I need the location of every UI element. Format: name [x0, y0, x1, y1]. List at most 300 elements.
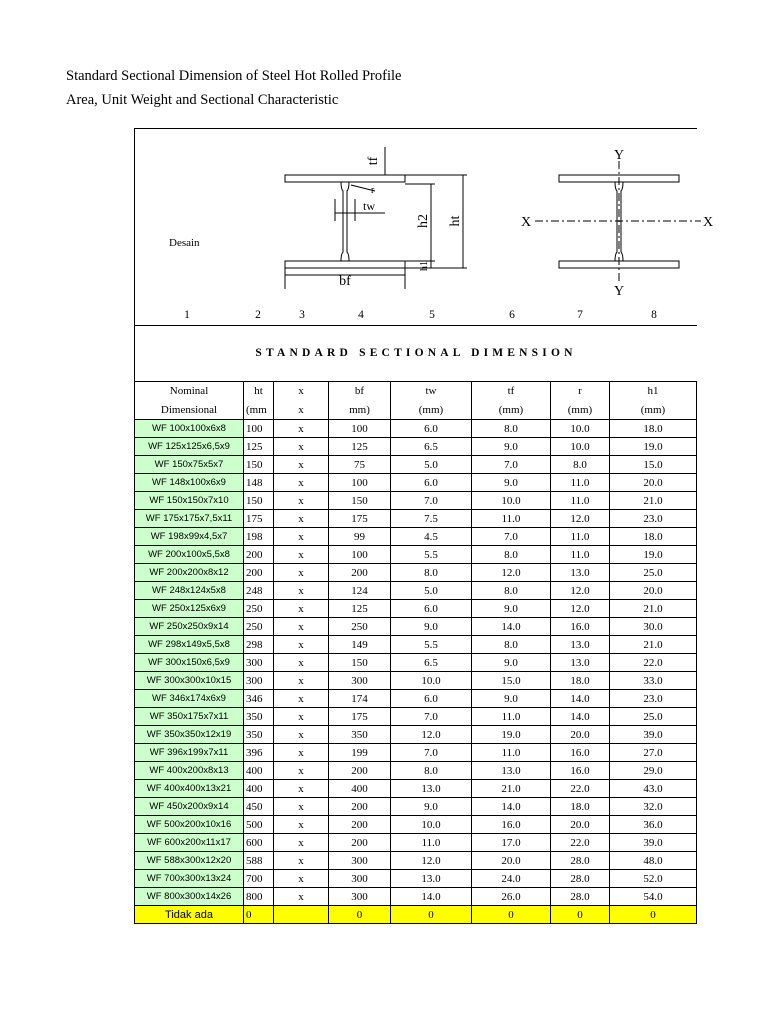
table-cell: 124 — [329, 582, 391, 600]
table-cell: 13.0 — [551, 564, 610, 582]
table-cell: h1 — [610, 382, 697, 401]
table-cell: x — [274, 888, 329, 906]
table-row — [135, 456, 697, 474]
table-cell: 13.0 — [391, 780, 472, 798]
table-cell: 19.0 — [610, 438, 697, 456]
h1-label: h1 — [419, 261, 430, 271]
table-cell: 5.5 — [391, 546, 472, 564]
table-cell: 33.0 — [610, 672, 697, 690]
table-cell: 8.0 — [391, 564, 472, 582]
table-cell: 600 — [244, 834, 274, 852]
table-cell: 17.0 — [472, 834, 551, 852]
table-cell: 400 — [329, 780, 391, 798]
table-cell: 12.0 — [551, 600, 610, 618]
table-cell: 350 — [244, 708, 274, 726]
table-cell: 6.0 — [391, 690, 472, 708]
table-cell: 346 — [244, 690, 274, 708]
table-cell: 125 — [244, 438, 274, 456]
table-cell: 5.0 — [391, 582, 472, 600]
table-cell: x — [274, 744, 329, 762]
table-cell: 300 — [244, 654, 274, 672]
ht-label: ht — [448, 215, 463, 227]
table-cell: x — [274, 816, 329, 834]
table-cell: 20.0 — [610, 474, 697, 492]
table-row — [135, 798, 697, 816]
table-cell: 200 — [329, 816, 391, 834]
table-cell: x — [274, 456, 329, 474]
table-cell: 16.0 — [472, 816, 551, 834]
table-cell: 54.0 — [610, 888, 697, 906]
table-cell: x — [274, 382, 329, 401]
table-cell: 11.0 — [551, 546, 610, 564]
table-cell: 11.0 — [472, 744, 551, 762]
bottom-flange — [285, 261, 405, 268]
table-row — [135, 816, 697, 834]
profile-name-cell: WF 250x125x6x9 — [135, 600, 244, 618]
table-cell: 21.0 — [610, 600, 697, 618]
table-cell: x — [274, 654, 329, 672]
table-cell: 8.0 — [472, 636, 551, 654]
table-cell: 200 — [329, 798, 391, 816]
table-cell: 39.0 — [610, 834, 697, 852]
table-cell: 26.0 — [472, 888, 551, 906]
table-row — [135, 564, 697, 582]
table-cell: 11.0 — [391, 834, 472, 852]
web-right-edge — [347, 182, 349, 261]
table-cell: 22.0 — [551, 834, 610, 852]
table-cell: 150 — [244, 456, 274, 474]
table-row — [135, 726, 697, 744]
table-row — [135, 888, 697, 906]
table-row — [135, 420, 697, 438]
column-number: 8 — [651, 309, 657, 321]
table-cell: 10.0 — [551, 438, 610, 456]
table-row — [135, 834, 697, 852]
profile-name-cell: WF 148x100x6x9 — [135, 474, 244, 492]
table-cell: 174 — [329, 690, 391, 708]
x-axis-right-label: X — [702, 215, 714, 230]
table-cell: 400 — [244, 762, 274, 780]
table-cell: 200 — [244, 546, 274, 564]
profile-name-cell: Dimensional — [135, 401, 244, 420]
page-subtitle: Area, Unit Weight and Sectional Characteristic — [66, 92, 339, 108]
table-cell: 7.0 — [391, 708, 472, 726]
table-cell: 200 — [329, 762, 391, 780]
profile-name-cell: WF 100x100x6x8 — [135, 420, 244, 438]
table-cell: 11.0 — [551, 492, 610, 510]
table-cell: 9.0 — [472, 438, 551, 456]
table-cell: 19.0 — [610, 546, 697, 564]
table-cell: 0 — [244, 906, 274, 924]
profile-name-cell: WF 250x250x9x14 — [135, 618, 244, 636]
table-cell: 5.5 — [391, 636, 472, 654]
table-cell: 100 — [244, 420, 274, 438]
table-cell: 450 — [244, 798, 274, 816]
table-cell: r — [551, 382, 610, 401]
table-cell: 23.0 — [610, 510, 697, 528]
table-cell: 0 — [551, 906, 610, 924]
table-cell: 10.0 — [391, 816, 472, 834]
table-cell: 28.0 — [551, 870, 610, 888]
table-cell: 22.0 — [551, 780, 610, 798]
table-cell: 15.0 — [472, 672, 551, 690]
dimension-table — [134, 381, 697, 924]
table-cell: 8.0 — [391, 762, 472, 780]
table-cell: 20.0 — [472, 852, 551, 870]
table-cell: 4.5 — [391, 528, 472, 546]
table-cell: 25.0 — [610, 564, 697, 582]
table-cell: x — [274, 492, 329, 510]
table-cell: 150 — [329, 492, 391, 510]
table-cell: ht — [244, 382, 274, 401]
table-cell: 19.0 — [472, 726, 551, 744]
table-cell: 10.0 — [551, 420, 610, 438]
design-label: Desain — [169, 237, 200, 249]
profile-name-cell: WF 298x149x5,5x8 — [135, 636, 244, 654]
table-cell: 13.0 — [391, 870, 472, 888]
table-cell: x — [274, 690, 329, 708]
profile-name-cell: WF 450x200x9x14 — [135, 798, 244, 816]
table-cell: 10.0 — [472, 492, 551, 510]
table-cell: x — [274, 474, 329, 492]
table-cell: 300 — [329, 672, 391, 690]
table-cell: 18.0 — [551, 672, 610, 690]
table-cell: 16.0 — [551, 744, 610, 762]
table-cell: 350 — [329, 726, 391, 744]
table-cell: 250 — [329, 618, 391, 636]
table-cell: 200 — [329, 564, 391, 582]
table-cell: 18.0 — [551, 798, 610, 816]
table-cell: 8.0 — [551, 456, 610, 474]
table-cell: x — [274, 564, 329, 582]
table-cell: 32.0 — [610, 798, 697, 816]
table-row — [135, 438, 697, 456]
table-row — [135, 510, 697, 528]
table-cell: 36.0 — [610, 816, 697, 834]
table-cell: 21.0 — [610, 636, 697, 654]
table-row — [135, 582, 697, 600]
table-cell: 400 — [244, 780, 274, 798]
table-cell: x — [274, 672, 329, 690]
table-cell: x — [274, 852, 329, 870]
tw-label: tw — [363, 199, 375, 213]
profile-name-cell: WF 346x174x6x9 — [135, 690, 244, 708]
web-left-edge — [341, 182, 343, 261]
profile-name-cell: Nominal — [135, 382, 244, 401]
table-cell: 16.0 — [551, 618, 610, 636]
table-row — [135, 618, 697, 636]
table-cell: 148 — [244, 474, 274, 492]
table-cell: 15.0 — [610, 456, 697, 474]
table-cell: 700 — [244, 870, 274, 888]
table-row — [135, 780, 697, 798]
table-cell: 23.0 — [610, 690, 697, 708]
column-number: 5 — [429, 309, 435, 321]
table-row — [135, 744, 697, 762]
table-cell: 6.5 — [391, 438, 472, 456]
profile-name-cell: WF 400x400x13x21 — [135, 780, 244, 798]
table-cell: 9.0 — [391, 618, 472, 636]
table-cell: x — [274, 438, 329, 456]
table-cell: x — [274, 870, 329, 888]
table-cell: x — [274, 600, 329, 618]
table-cell: 200 — [329, 834, 391, 852]
profile-name-cell: WF 400x200x8x13 — [135, 762, 244, 780]
table-cell: x — [274, 780, 329, 798]
table-cell: 175 — [244, 510, 274, 528]
table-cell: (mm — [244, 401, 274, 420]
table-cell: 6.0 — [391, 474, 472, 492]
design-panel — [134, 128, 714, 382]
table-cell: 250 — [244, 600, 274, 618]
table-cell: 7.0 — [391, 492, 472, 510]
table-cell: 149 — [329, 636, 391, 654]
table-cell: 13.0 — [472, 762, 551, 780]
table-cell: x — [274, 420, 329, 438]
r-label: r — [371, 185, 375, 196]
table-cell: 18.0 — [610, 528, 697, 546]
table-cell: 75 — [329, 456, 391, 474]
table-row — [135, 636, 697, 654]
top-flange — [285, 175, 405, 182]
table-cell: x — [274, 510, 329, 528]
page-title: Standard Sectional Dimension of Steel Hot Rolled Profile — [66, 68, 402, 84]
table-cell: 6.5 — [391, 654, 472, 672]
y-axis-top-label: Y — [613, 148, 625, 163]
table-cell: 29.0 — [610, 762, 697, 780]
table-row — [135, 852, 697, 870]
table-cell: 7.0 — [391, 744, 472, 762]
profile-name-cell: WF 175x175x7,5x11 — [135, 510, 244, 528]
table-cell: 27.0 — [610, 744, 697, 762]
profile-name-cell: WF 150x150x7x10 — [135, 492, 244, 510]
table-cell: 7.5 — [391, 510, 472, 528]
table-cell: 25.0 — [610, 708, 697, 726]
table-cell: 11.0 — [551, 528, 610, 546]
table-cell: 298 — [244, 636, 274, 654]
table-cell: 39.0 — [610, 726, 697, 744]
table-row — [135, 870, 697, 888]
table-cell: x — [274, 762, 329, 780]
table-cell: 43.0 — [610, 780, 697, 798]
table-cell: 12.0 — [551, 582, 610, 600]
table-cell: x — [274, 528, 329, 546]
table-cell: 396 — [244, 744, 274, 762]
table-cell: 18.0 — [610, 420, 697, 438]
table-cell: 100 — [329, 474, 391, 492]
profile-name-cell: Tidak ada — [135, 906, 244, 924]
table-cell: 800 — [244, 888, 274, 906]
table-cell: 12.0 — [551, 510, 610, 528]
table-cell: 14.0 — [472, 618, 551, 636]
y-axis-bottom-label: Y — [613, 284, 625, 299]
table-cell: 8.0 — [472, 582, 551, 600]
table-cell: 14.0 — [551, 708, 610, 726]
profile-name-cell: WF 700x300x13x24 — [135, 870, 244, 888]
table-cell: x — [274, 798, 329, 816]
x-axis-left-label: X — [520, 215, 532, 230]
table-cell: 175 — [329, 510, 391, 528]
table-cell — [274, 906, 329, 924]
table-cell: 350 — [244, 726, 274, 744]
table-cell: x — [274, 834, 329, 852]
table-cell: 248 — [244, 582, 274, 600]
profile-name-cell: WF 350x350x12x19 — [135, 726, 244, 744]
h2-label: h2 — [416, 214, 431, 228]
table-row — [135, 672, 697, 690]
table-cell: 12.0 — [391, 852, 472, 870]
profile-name-cell: WF 198x99x4,5x7 — [135, 528, 244, 546]
table-cell: 28.0 — [551, 888, 610, 906]
table-cell: 200 — [244, 564, 274, 582]
table-cell: 588 — [244, 852, 274, 870]
profile-name-cell: WF 600x200x11x17 — [135, 834, 244, 852]
table-cell: 8.0 — [472, 420, 551, 438]
table-cell: 8.0 — [472, 546, 551, 564]
table-cell: 28.0 — [551, 852, 610, 870]
profile-diagram — [135, 129, 714, 325]
profile-name-cell: WF 350x175x7x11 — [135, 708, 244, 726]
table-cell: 5.0 — [391, 456, 472, 474]
table-row — [135, 762, 697, 780]
table-cell: 198 — [244, 528, 274, 546]
table-cell: 20.0 — [610, 582, 697, 600]
profile-name-cell: WF 248x124x5x8 — [135, 582, 244, 600]
table-cell: 11.0 — [551, 474, 610, 492]
table-cell: 11.0 — [472, 708, 551, 726]
table-cell: 11.0 — [472, 510, 551, 528]
table-cell: x — [274, 618, 329, 636]
table-cell: 9.0 — [472, 600, 551, 618]
table-cell: x — [274, 546, 329, 564]
table-cell: (mm) — [551, 401, 610, 420]
section-title: STANDARD SECTIONAL DIMENSION — [255, 347, 577, 359]
table-cell: 6.0 — [391, 600, 472, 618]
table-cell: 9.0 — [472, 474, 551, 492]
table-cell: 100 — [329, 546, 391, 564]
table-cell: (mm) — [391, 401, 472, 420]
table-cell: tf — [472, 382, 551, 401]
table-cell: 250 — [244, 618, 274, 636]
table-cell: 0 — [391, 906, 472, 924]
divider — [135, 325, 697, 326]
table-cell: 0 — [610, 906, 697, 924]
table-cell: 14.0 — [551, 690, 610, 708]
table-row — [135, 528, 697, 546]
table-cell: 9.0 — [472, 690, 551, 708]
column-number: 1 — [184, 309, 190, 321]
table-cell: 10.0 — [391, 672, 472, 690]
table-row — [135, 654, 697, 672]
table-cell: 14.0 — [472, 798, 551, 816]
table-cell: tw — [391, 382, 472, 401]
table-row — [135, 690, 697, 708]
table-cell: 500 — [244, 816, 274, 834]
table-cell: 7.0 — [472, 528, 551, 546]
table-cell: 125 — [329, 600, 391, 618]
table-cell: 52.0 — [610, 870, 697, 888]
profile-name-cell: WF 396x199x7x11 — [135, 744, 244, 762]
table-cell: x — [274, 401, 329, 420]
table-header-row — [135, 401, 697, 420]
table-cell: 125 — [329, 438, 391, 456]
table-cell: 13.0 — [551, 636, 610, 654]
table-cell: 9.0 — [472, 654, 551, 672]
table-cell: 175 — [329, 708, 391, 726]
table-row — [135, 600, 697, 618]
column-number: 4 — [358, 309, 364, 321]
table-cell: 7.0 — [472, 456, 551, 474]
table-cell: x — [274, 726, 329, 744]
table-cell: 0 — [472, 906, 551, 924]
profile-name-cell: WF 200x200x8x12 — [135, 564, 244, 582]
table-cell: 20.0 — [551, 726, 610, 744]
table-cell: 14.0 — [391, 888, 472, 906]
table-header-row — [135, 382, 697, 401]
table-cell: 9.0 — [391, 798, 472, 816]
table-cell: 20.0 — [551, 816, 610, 834]
table-cell: bf — [329, 382, 391, 401]
column-number: 2 — [255, 309, 261, 321]
table-cell: 300 — [244, 672, 274, 690]
table-cell: 30.0 — [610, 618, 697, 636]
table-cell: 6.0 — [391, 420, 472, 438]
table-row — [135, 546, 697, 564]
bf-label: bf — [339, 274, 351, 289]
profile-name-cell: WF 300x150x6,5x9 — [135, 654, 244, 672]
table-cell: 300 — [329, 852, 391, 870]
table-cell: 21.0 — [610, 492, 697, 510]
table-cell: 12.0 — [472, 564, 551, 582]
table-cell: x — [274, 708, 329, 726]
table-cell: 48.0 — [610, 852, 697, 870]
profile-name-cell: WF 125x125x6,5x9 — [135, 438, 244, 456]
table-cell: 21.0 — [472, 780, 551, 798]
profile-name-cell: WF 200x100x5,5x8 — [135, 546, 244, 564]
table-cell: x — [274, 582, 329, 600]
table-cell: 16.0 — [551, 762, 610, 780]
table-cell: 150 — [244, 492, 274, 510]
table-cell: 13.0 — [551, 654, 610, 672]
table-row — [135, 492, 697, 510]
table-cell: x — [274, 636, 329, 654]
profile-name-cell: WF 500x200x10x16 — [135, 816, 244, 834]
column-number: 3 — [299, 309, 305, 321]
table-cell: 300 — [329, 870, 391, 888]
profile-name-cell: WF 300x300x10x15 — [135, 672, 244, 690]
table-cell: 22.0 — [610, 654, 697, 672]
table-cell: 300 — [329, 888, 391, 906]
table-cell: 199 — [329, 744, 391, 762]
profile-name-cell: WF 588x300x12x20 — [135, 852, 244, 870]
profile-name-cell: WF 800x300x14x26 — [135, 888, 244, 906]
column-number: 7 — [577, 309, 583, 321]
table-cell: (mm) — [472, 401, 551, 420]
table-cell: (mm) — [610, 401, 697, 420]
table-cell: 100 — [329, 420, 391, 438]
table-cell: mm) — [329, 401, 391, 420]
table-cell: 99 — [329, 528, 391, 546]
table-cell: 150 — [329, 654, 391, 672]
table-cell: 12.0 — [391, 726, 472, 744]
table-cell: 24.0 — [472, 870, 551, 888]
profile-name-cell: WF 150x75x5x7 — [135, 456, 244, 474]
tf-label: tf — [366, 156, 381, 166]
column-number: 6 — [509, 309, 515, 321]
table-cell: 0 — [329, 906, 391, 924]
table-footer-row — [135, 906, 697, 924]
table-row — [135, 474, 697, 492]
